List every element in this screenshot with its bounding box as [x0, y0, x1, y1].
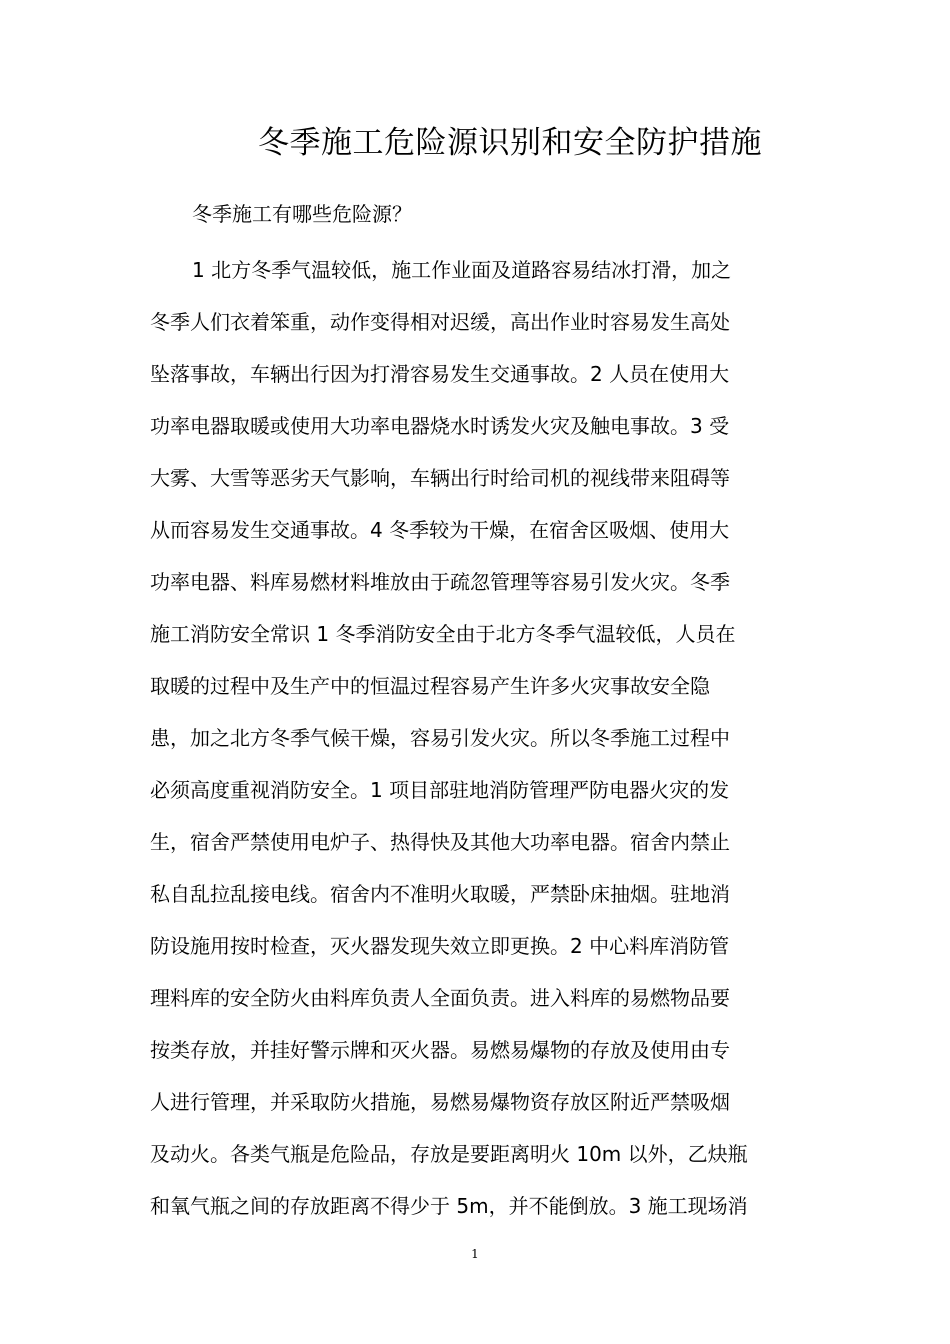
- section-question: 冬季施工有哪些危险源？: [192, 202, 412, 226]
- body-line: 按类存放，并挂好警示牌和灭火器。易燃易爆物的存放及使用由专: [150, 1038, 730, 1062]
- body-paragraph: [150, 244, 802, 1232]
- page-number: 1: [471, 1247, 479, 1261]
- body-line: 冬季人们衣着笨重，动作变得相对迟缓，高出作业时容易发生高处: [150, 310, 730, 334]
- body-line: 患，加之北方冬季气候干燥，容易引发火灾。所以冬季施工过程中: [150, 726, 730, 750]
- body-line: 1 北方冬季气温较低，施工作业面及道路容易结冰打滑，加之: [192, 258, 732, 282]
- body-line: 私自乱拉乱接电线。宿舍内不准明火取暖，严禁卧床抽烟。驻地消: [150, 882, 730, 906]
- body-line: 必须高度重视消防安全。1 项目部驻地消防管理严防电器火灾的发: [150, 778, 730, 802]
- body-line: 施工消防安全常识 1 冬季消防安全由于北方冬季气温较低，人员在: [150, 622, 736, 646]
- body-line: 防设施用按时检查，灭火器发现失效立即更换。2 中心料库消防管: [150, 934, 730, 958]
- body-line: 大雾、大雪等恶劣天气影响，车辆出行时给司机的视线带来阻碍等: [150, 466, 730, 490]
- body-line: 和氧气瓶之间的存放距离不得少于 5m，并不能倒放。3 施工现场消: [150, 1194, 748, 1218]
- body-line: 功率电器、料库易燃材料堆放由于疏忽管理等容易引发火灾。冬季: [150, 570, 730, 594]
- body-line: 生，宿舍严禁使用电炉子、热得快及其他大功率电器。宿舍内禁止: [150, 830, 730, 854]
- document-title: 冬季施工危险源识别和安全防护措施: [258, 125, 762, 161]
- body-line: 坠落事故，车辆出行因为打滑容易发生交通事故。2 人员在使用大: [150, 362, 730, 386]
- body-line: 理料库的安全防火由料库负责人全面负责。进入料库的易燃物品要: [150, 986, 730, 1010]
- body-line: 及动火。各类气瓶是危险品，存放是要距离明火 10m 以外，乙炔瓶: [150, 1142, 748, 1166]
- body-line: 功率电器取暖或使用大功率电器烧水时诱发火灾及触电事故。3 受: [150, 414, 730, 438]
- body-line: 人进行管理，并采取防火措施，易燃易爆物资存放区附近严禁吸烟: [150, 1090, 730, 1114]
- body-line: 从而容易发生交通事故。4 冬季较为干燥，在宿舍区吸烟、使用大: [150, 518, 730, 542]
- body-line: 取暖的过程中及生产中的恒温过程容易产生许多火灾事故安全隐: [150, 674, 710, 698]
